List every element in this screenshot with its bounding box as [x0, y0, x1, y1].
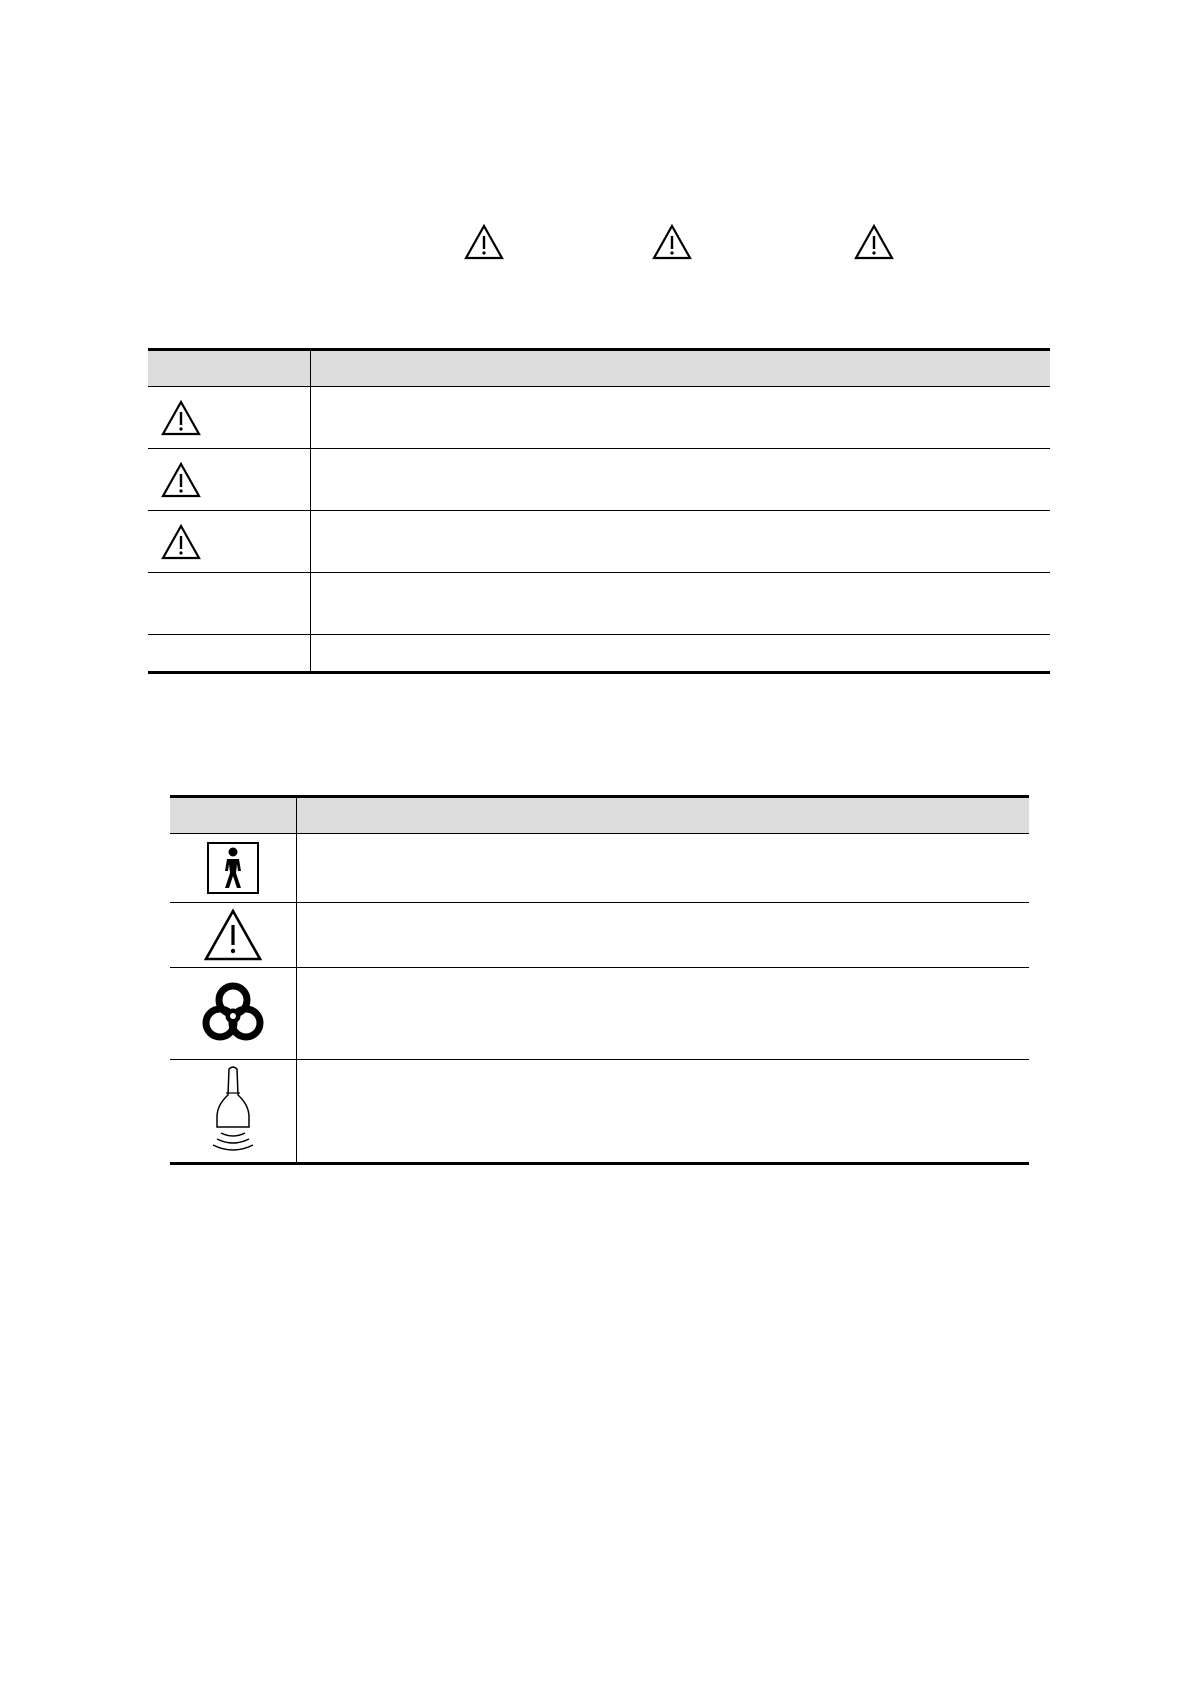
symbol-table — [170, 795, 1029, 1165]
warning-triangle-icon — [463, 223, 505, 266]
header-cell-description — [296, 797, 1029, 834]
table-row — [148, 635, 1050, 673]
header-cell-symbol — [148, 350, 310, 387]
row-description — [310, 635, 1050, 673]
warning-triangle-icon — [148, 461, 310, 499]
row-description — [296, 968, 1029, 1060]
signal-word-table — [148, 348, 1050, 674]
row-description — [296, 903, 1029, 968]
table-header-row — [148, 350, 1050, 387]
warning-triangle-icon — [148, 399, 310, 437]
table-row — [170, 834, 1029, 903]
warning-triangle-icon — [170, 908, 296, 962]
type-bf-applied-part-icon — [170, 840, 296, 896]
header-cell-description — [310, 350, 1050, 387]
warning-triangle-icon — [148, 523, 310, 561]
warning-triangle-icon — [651, 223, 693, 266]
table-row — [170, 903, 1029, 968]
table-header-row — [170, 797, 1029, 834]
table-row — [148, 449, 1050, 511]
row-description — [310, 511, 1050, 573]
row-description — [296, 834, 1029, 903]
table-row — [148, 573, 1050, 635]
warning-triangle-icon — [853, 223, 895, 266]
biohazard-icon — [170, 978, 296, 1050]
table-row — [170, 1060, 1029, 1164]
header-cell-symbol — [170, 797, 296, 834]
row-description — [310, 573, 1050, 635]
row-description — [310, 387, 1050, 449]
ultrasound-probe-icon — [170, 1065, 296, 1157]
table-row — [148, 387, 1050, 449]
row-description — [310, 449, 1050, 511]
row-symbol — [148, 573, 310, 635]
row-symbol — [148, 635, 310, 673]
table-row — [148, 511, 1050, 573]
row-description — [296, 1060, 1029, 1164]
table-row — [170, 968, 1029, 1060]
